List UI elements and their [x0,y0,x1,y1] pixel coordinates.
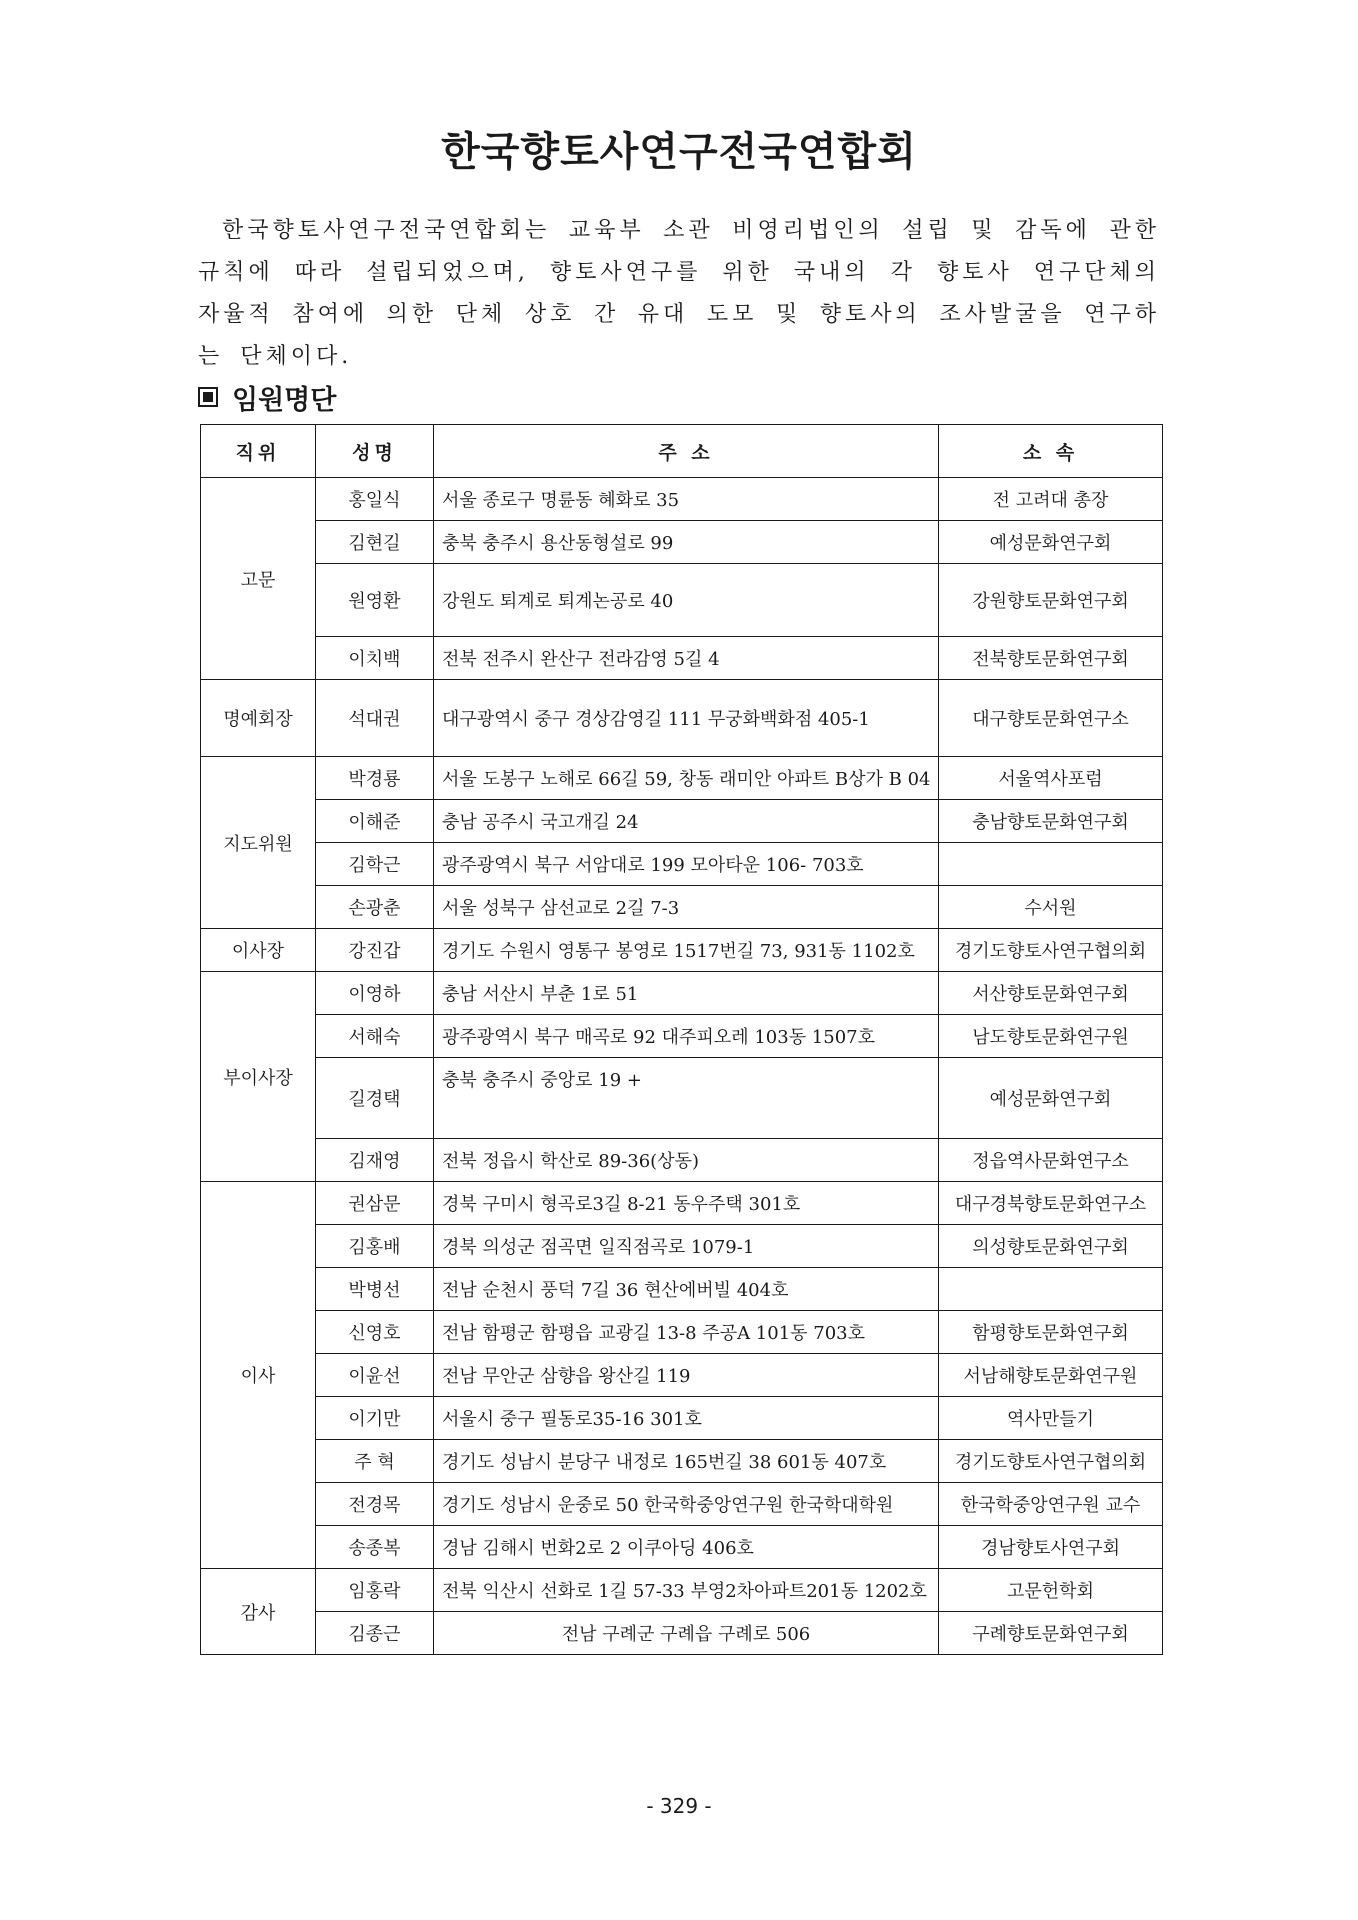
affiliation-cell: 구례향토문화연구회 [939,1612,1163,1655]
affiliation-cell [939,1268,1163,1311]
name-cell: 박병선 [316,1268,434,1311]
address-cell: 광주광역시 북구 매곡로 92 대주피오레 103동 1507호 [434,1015,939,1058]
intro-paragraph: 한국향토사연구전국연합회는 교육부 소관 비영리법인의 설립 및 감독에 관한 규칙에 따라 설립되었으며, 향토사연구를 위한 국내의 각 향토사 연구단체의 자율적 참여에 의한 단체 상호 간 유대 도모 및 향토사의 조사발굴을 연구하는 단체이다. [198,218,1160,369]
position-cell: 감사 [201,1569,316,1655]
table-row [201,800,1163,843]
name-cell: 이해준 [316,800,434,843]
document-title: 한국향토사연구전국연합회 [441,129,917,175]
address-cell: 충북 충주시 중앙로 19 + [434,1058,939,1139]
address-cell: 전남 순천시 풍덕 7길 36 현산에버빌 404호 [434,1268,939,1311]
address-cell: 충남 공주시 국고개길 24 [434,800,939,843]
page-number: - 329 - [646,1794,712,1818]
header-position: 직위 [201,425,316,478]
table-header-row [201,425,1163,478]
table-row [201,1354,1163,1397]
affiliation-cell: 수서원 [939,886,1163,929]
position-cell: 이사 [201,1182,316,1569]
affiliation-cell: 예성문화연구회 [939,1058,1163,1139]
position-cell: 명예회장 [201,680,316,757]
table-row [201,929,1163,972]
address-cell: 전북 정읍시 학산로 89-36(상동) [434,1139,939,1182]
affiliation-cell: 서울역사포럼 [939,757,1163,800]
address-cell: 대구광역시 중구 경상감영길 111 무궁화백화점 405-1 [434,680,939,757]
table-row [201,1268,1163,1311]
address-cell: 전북 익산시 선화로 1길 57-33 부영2차아파트201동 1202호 [434,1569,939,1612]
affiliation-cell: 대구경북향토문화연구소 [939,1182,1163,1225]
affiliation-cell: 충남향토문화연구회 [939,800,1163,843]
name-cell: 원영환 [316,564,434,637]
table-row [201,1015,1163,1058]
address-cell: 서울 성북구 삼선교로 2길 7-3 [434,886,939,929]
table-row [201,1225,1163,1268]
table-row [201,1526,1163,1569]
affiliation-cell: 고문헌학회 [939,1569,1163,1612]
address-cell: 전남 무안군 삼향읍 왕산길 119 [434,1354,939,1397]
header-affiliation: 소 속 [939,425,1163,478]
table-row [201,1139,1163,1182]
name-cell: 길경택 [316,1058,434,1139]
address-cell: 경북 의성군 점곡면 일직점곡로 1079-1 [434,1225,939,1268]
address-cell: 경기도 수원시 영통구 봉영로 1517번길 73, 931동 1102호 [434,929,939,972]
table-row [201,1612,1163,1655]
address-cell: 전북 전주시 완산구 전라감영 5길 4 [434,637,939,680]
address-cell: 서울시 중구 필동로35-16 301호 [434,1397,939,1440]
address-cell: 경남 김해시 번화2로 2 이쿠아딩 406호 [434,1526,939,1569]
address-cell: 경북 구미시 형곡로3길 8-21 동우주택 301호 [434,1182,939,1225]
table-row [201,637,1163,680]
address-cell: 충북 충주시 용산동형설로 99 [434,521,939,564]
affiliation-cell: 예성문화연구회 [939,521,1163,564]
header-address: 주 소 [434,425,939,478]
name-cell: 김학근 [316,843,434,886]
name-cell: 송종복 [316,1526,434,1569]
address-cell: 서울 종로구 명륜동 혜화로 35 [434,478,939,521]
table-row [201,1440,1163,1483]
affiliation-cell: 역사만들기 [939,1397,1163,1440]
address-cell: 전남 함평군 함평읍 교광길 13-8 주공A 101동 703호 [434,1311,939,1354]
name-cell: 이영하 [316,972,434,1015]
affiliation-cell: 서산향토문화연구회 [939,972,1163,1015]
table-row [201,1311,1163,1354]
table-row [201,972,1163,1015]
affiliation-cell: 전 고려대 총장 [939,478,1163,521]
name-cell: 이윤선 [316,1354,434,1397]
name-cell: 김홍배 [316,1225,434,1268]
table-row [201,478,1163,521]
name-cell: 강진갑 [316,929,434,972]
name-cell: 주 혁 [316,1440,434,1483]
table-row [201,564,1163,637]
section-heading [198,380,336,414]
table-row [201,1058,1163,1139]
name-cell: 김현길 [316,521,434,564]
affiliation-cell: 남도향토문화연구원 [939,1015,1163,1058]
table-row [201,757,1163,800]
name-cell: 이치백 [316,637,434,680]
name-cell: 신영호 [316,1311,434,1354]
affiliation-cell: 경남향토사연구회 [939,1526,1163,1569]
filled-square-icon [198,387,218,407]
affiliation-cell: 대구향토문화연구소 [939,680,1163,757]
address-cell: 서울 도봉구 노해로 66길 59, 창동 래미안 아파트 B상가 B 04 [434,757,939,800]
affiliation-cell: 서남해향토문화연구원 [939,1354,1163,1397]
table-row [201,886,1163,929]
affiliation-cell: 전북향토문화연구회 [939,637,1163,680]
name-cell: 권삼문 [316,1182,434,1225]
address-cell: 충남 서산시 부춘 1로 51 [434,972,939,1015]
name-cell: 김종근 [316,1612,434,1655]
position-cell: 지도위원 [201,757,316,929]
section-title: 임원명단 [232,384,337,416]
address-cell: 경기도 성남시 운중로 50 한국학중앙연구원 한국학대학원 [434,1483,939,1526]
name-cell: 석대권 [316,680,434,757]
name-cell: 홍일식 [316,478,434,521]
name-cell: 전경목 [316,1483,434,1526]
affiliation-cell: 함평향토문화연구회 [939,1311,1163,1354]
affiliation-cell: 강원향토문화연구회 [939,564,1163,637]
address-cell: 강원도 퇴계로 퇴계논공로 40 [434,564,939,637]
affiliation-cell: 한국학중앙연구원 교수 [939,1483,1163,1526]
table-row [201,680,1163,757]
name-cell: 김재영 [316,1139,434,1182]
table-row [201,521,1163,564]
affiliation-cell [939,843,1163,886]
position-cell: 고문 [201,478,316,680]
affiliation-cell: 경기도향토사연구협의회 [939,1440,1163,1483]
affiliation-cell: 정읍역사문화연구소 [939,1139,1163,1182]
table-row [201,1182,1163,1225]
affiliation-cell: 의성향토문화연구회 [939,1225,1163,1268]
table-row [201,1483,1163,1526]
address-cell: 전남 구례군 구례읍 구례로 506 [434,1612,939,1655]
address-cell: 경기도 성남시 분당구 내정로 165번길 38 601동 407호 [434,1440,939,1483]
header-name: 성명 [316,425,434,478]
position-cell: 이사장 [201,929,316,972]
address-cell: 광주광역시 북구 서암대로 199 모아타운 106- 703호 [434,843,939,886]
officer-roster-table [200,424,1163,1655]
table-row [201,1569,1163,1612]
affiliation-cell: 경기도향토사연구협의회 [939,929,1163,972]
table-row [201,1397,1163,1440]
name-cell: 박경룡 [316,757,434,800]
position-cell: 부이사장 [201,972,316,1182]
name-cell: 임홍락 [316,1569,434,1612]
name-cell: 서해숙 [316,1015,434,1058]
name-cell: 이기만 [316,1397,434,1440]
table-row [201,843,1163,886]
name-cell: 손광춘 [316,886,434,929]
